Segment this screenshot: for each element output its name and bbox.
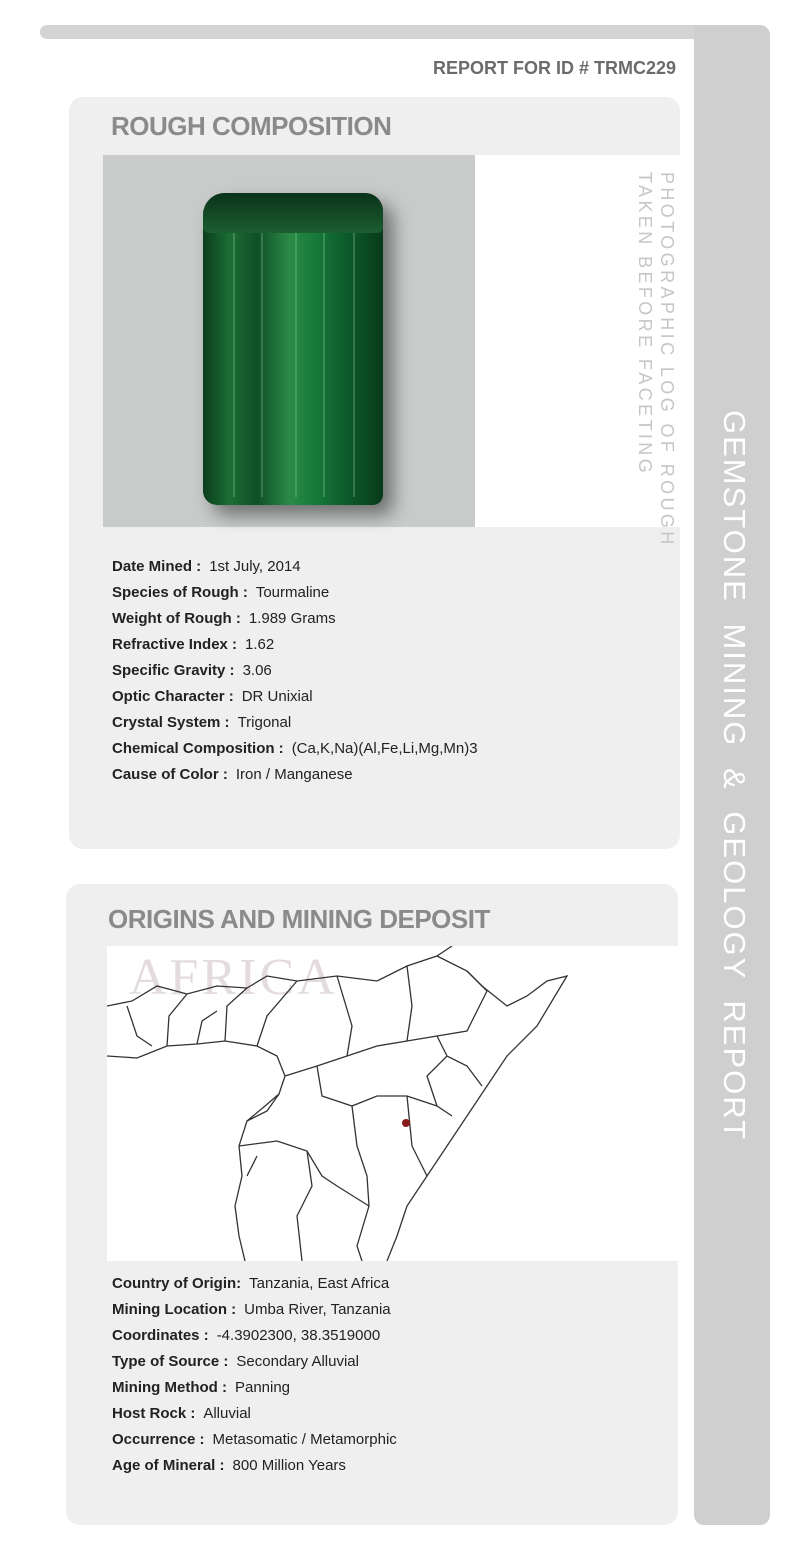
fact-row (112, 1353, 359, 1370)
fact-value: DR Unixial (241, 688, 313, 705)
fact-row (112, 584, 329, 601)
fact-row (112, 636, 274, 653)
rough-photo (103, 155, 475, 527)
fact-row (112, 610, 336, 627)
fact-value: 3.06 (242, 662, 272, 679)
fact-value: Umba River, Tanzania (244, 1301, 391, 1318)
fact-value: 800 Million Years (232, 1457, 346, 1474)
map-label: AFRICA (129, 949, 338, 1006)
fact-value: 1st July, 2014 (209, 558, 301, 575)
fact-row (112, 714, 291, 731)
origins-title: ORIGINS AND MINING DEPOSIT (108, 904, 490, 934)
report-id: REPORT FOR ID # TRMC229 (432, 58, 676, 78)
fact-label: Country of Origin: (112, 1275, 242, 1292)
fact-value: Panning (234, 1379, 291, 1396)
fact-row (112, 1327, 380, 1344)
mining-location-marker (402, 1119, 410, 1127)
fact-value: Tanzania, East Africa (249, 1275, 390, 1292)
fact-row (112, 1301, 391, 1318)
fact-row (112, 1275, 389, 1292)
fact-value: Tourmaline (255, 584, 330, 601)
photo-caption-line-2: TAKEN BEFORE FACETING (635, 172, 655, 477)
fact-row (112, 766, 353, 783)
fact-value: (Ca,K,Na)(Al,Fe,Li,Mg,Mn)3 (291, 740, 478, 757)
fact-row (112, 1431, 397, 1448)
fact-value: -4.3902300, 38.3519000 (216, 1327, 381, 1344)
fact-label: Mining Method : (112, 1379, 227, 1396)
tourmaline-crystal-image (203, 193, 383, 505)
fact-label: Occurrence : (112, 1431, 205, 1448)
fact-row (112, 1379, 290, 1396)
fact-value: Metasomatic / Metamorphic (212, 1431, 397, 1448)
rough-composition-title: ROUGH COMPOSITION (111, 111, 392, 141)
fact-label: Cause of Color : (112, 766, 228, 783)
side-title: GEMSTONE MINING & GEOLOGY REPORT (717, 410, 752, 1142)
fact-value: Alluvial (203, 1405, 251, 1422)
fact-row (112, 662, 272, 679)
fact-value: 1.989 Grams (248, 610, 336, 627)
fact-label: Refractive Index : (112, 636, 238, 653)
fact-row (112, 688, 313, 705)
fact-label: Date Mined : (112, 558, 202, 575)
fact-label: Coordinates : (112, 1327, 209, 1344)
fact-value: Iron / Manganese (235, 766, 353, 783)
fact-value: Trigonal (237, 714, 292, 731)
photo-caption (634, 172, 678, 548)
fact-label: Optic Character : (112, 688, 234, 705)
photo-caption-line-1: PHOTOGRAPHIC LOG OF ROUGH (657, 172, 677, 548)
fact-label: Crystal System : (112, 714, 230, 731)
fact-label: Age of Mineral : (112, 1457, 225, 1474)
fact-value: Secondary Alluvial (236, 1353, 359, 1370)
fact-label: Chemical Composition : (112, 740, 284, 757)
rough-photo-area (103, 155, 680, 548)
fact-row (112, 1457, 346, 1474)
top-decorative-bar (40, 25, 740, 39)
fact-label: Host Rock : (112, 1405, 196, 1422)
fact-label: Weight of Rough : (112, 610, 241, 627)
fact-value: 1.62 (245, 636, 275, 653)
fact-row (112, 1405, 251, 1422)
fact-row (112, 740, 478, 757)
fact-label: Species of Rough : (112, 584, 248, 601)
fact-label: Mining Location : (112, 1301, 237, 1318)
africa-map (107, 946, 678, 1261)
map-outline (107, 946, 678, 1261)
fact-row (112, 558, 301, 575)
fact-label: Type of Source : (112, 1353, 229, 1370)
fact-label: Specific Gravity : (112, 662, 235, 679)
